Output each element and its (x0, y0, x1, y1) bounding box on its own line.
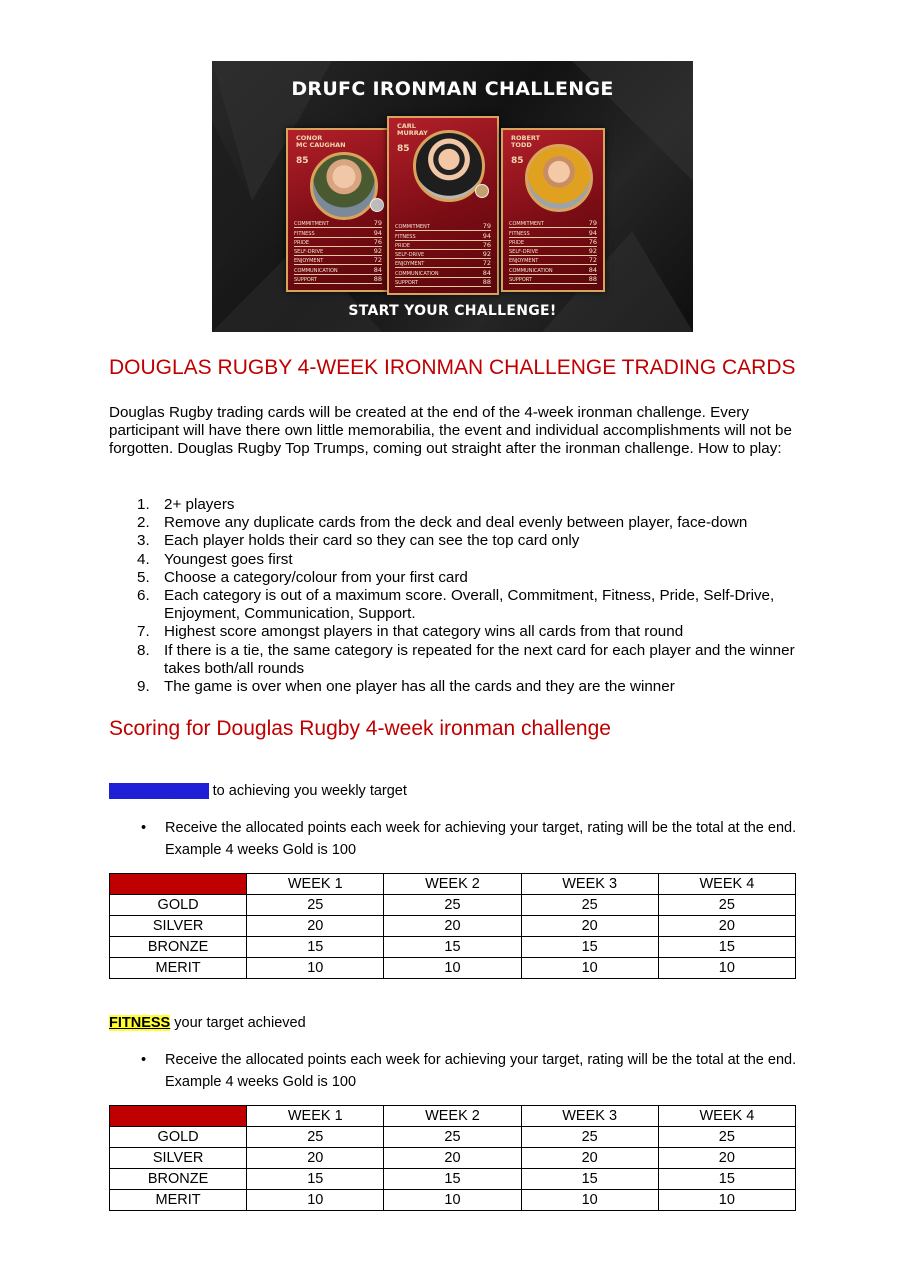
header-cell: WEEK 2 (384, 874, 521, 895)
table-cell: 25 (384, 895, 521, 916)
stat-row: FITNESS 94 (294, 228, 382, 237)
card-player-name: ROBERT TODD (511, 134, 541, 149)
coin-icon (475, 184, 489, 198)
stat-row: COMMITMENT 79 (294, 219, 382, 228)
header-cell (110, 1106, 247, 1127)
stat-row: SUPPORT 88 (509, 275, 597, 283)
table-cell: 10 (384, 958, 521, 979)
table-cell: 15 (521, 1169, 658, 1190)
table-cell: 20 (521, 916, 658, 937)
player-photo (310, 152, 378, 220)
player-photo (525, 144, 593, 212)
how-to-play-list (109, 496, 799, 696)
trading-card (501, 128, 605, 292)
stat-row: SUPPORT 88 (395, 278, 491, 286)
table-header-row (110, 1106, 796, 1127)
table-cell: SILVER (110, 1148, 247, 1169)
table-cell: 20 (384, 1148, 521, 1169)
category-line (109, 783, 407, 799)
stat-row: PRIDE 76 (395, 240, 491, 249)
stat-row: SUPPORT 88 (294, 275, 382, 283)
card-player-name: CARL MURRAY (397, 122, 428, 137)
header-cell: WEEK 2 (384, 1106, 521, 1127)
bullet-icon: • (141, 1052, 147, 1068)
table-cell: 10 (247, 958, 384, 979)
table-cell: 15 (384, 937, 521, 958)
header-cell (110, 874, 247, 895)
score-table (109, 1105, 796, 1211)
table-cell: 20 (384, 916, 521, 937)
table-cell: 15 (247, 1169, 384, 1190)
table-cell: 20 (521, 1148, 658, 1169)
stat-row: PRIDE 76 (509, 237, 597, 246)
stat-row: FITNESS 94 (509, 228, 597, 237)
table-cell: GOLD (110, 1127, 247, 1148)
table-cell: MERIT (110, 1190, 247, 1211)
card-stats (395, 222, 491, 287)
intro-paragraph: Douglas Rugby trading cards will be created at the end of the 4-week ironman challenge. Every participant will have there own little memorabilia, the event and individual accomplishments will not be forgotten. Douglas Rugby Top Trumps, coming out straight after the ironman challenge. How to play: (109, 404, 792, 458)
category-description: your target achieved (170, 1015, 306, 1031)
list-item: 7. Highest score amongst players in that category wins all cards from that round (137, 623, 684, 641)
table-cell: SILVER (110, 916, 247, 937)
table-row (110, 916, 796, 937)
list-item: 3. Each player holds their card so they can see the top card only (137, 532, 580, 550)
table-cell: 25 (658, 1127, 795, 1148)
card-overall: 85 (296, 156, 309, 166)
stat-row: ENJOYMENT 72 (294, 256, 382, 265)
banner-title: DRUFC IRONMAN CHALLENGE (291, 78, 614, 100)
category-label: COMMITMENT (109, 783, 209, 799)
table-row (110, 958, 796, 979)
table-cell: BRONZE (110, 937, 247, 958)
table-cell: MERIT (110, 958, 247, 979)
table-cell: 20 (658, 1148, 795, 1169)
bullet-item (109, 1049, 799, 1093)
table-cell: 25 (521, 895, 658, 916)
scoring-heading: Scoring for Douglas Rugby 4-week ironman challenge (109, 717, 611, 740)
coin-icon (370, 198, 384, 212)
table-cell: 10 (384, 1190, 521, 1211)
table-cell: BRONZE (110, 1169, 247, 1190)
table-cell: 20 (247, 1148, 384, 1169)
challenge-banner (212, 61, 693, 332)
table-cell: 25 (521, 1127, 658, 1148)
stat-row: COMMUNICATION 84 (294, 265, 382, 274)
category-description: to achieving you weekly target (208, 783, 407, 799)
stat-row: COMMITMENT 79 (395, 222, 491, 231)
table-cell: 20 (247, 916, 384, 937)
table-row (110, 1127, 796, 1148)
table-cell: 15 (521, 937, 658, 958)
list-item: 1. 2+ players (137, 496, 235, 513)
table-cell: 15 (247, 937, 384, 958)
table-cell: 15 (658, 937, 795, 958)
table-row (110, 1148, 796, 1169)
score-table (109, 873, 796, 979)
header-cell: WEEK 4 (658, 874, 795, 895)
bullet-text: Receive the allocated points each week for achieving your target, rating will be the total at the end. Example 4 weeks Gold is 100 (165, 1052, 797, 1090)
header-cell: WEEK 3 (521, 874, 658, 895)
table-cell: GOLD (110, 895, 247, 916)
table-row (110, 937, 796, 958)
table-cell: 25 (247, 895, 384, 916)
stat-row: COMMITMENT 79 (509, 219, 597, 228)
banner-cta: START YOUR CHALLENGE! (348, 303, 557, 319)
table-row (110, 895, 796, 916)
stat-row: ENJOYMENT 72 (509, 256, 597, 265)
list-item: 4. Youngest goes first (137, 550, 293, 568)
card-overall: 85 (397, 144, 410, 154)
table-cell: 10 (521, 1190, 658, 1211)
stat-row: ENJOYMENT 72 (395, 259, 491, 268)
trading-card (286, 128, 390, 292)
table-cell: 25 (658, 895, 795, 916)
bullet-text: Receive the allocated points each week for achieving your target, rating will be the total at the end. Example 4 weeks Gold is 100 (165, 820, 797, 858)
stat-row: SELF-DRIVE 92 (509, 247, 597, 256)
list-item: 8. If there is a tie, the same category is repeated for the next card for each player and the winner takes both/all rounds (137, 641, 795, 677)
list-item: 6. Each category is out of a maximum score. Overall, Commitment, Fitness, Pride, Self-Drive, Enjoyment, Communication, Support. (137, 587, 775, 623)
trading-card (387, 116, 499, 295)
stat-row: COMMUNICATION 84 (395, 268, 491, 277)
bullet-icon: • (141, 820, 147, 836)
page-title: DOUGLAS RUGBY 4-WEEK IRONMAN CHALLENGE TRADING CARDS (109, 356, 796, 379)
bullet-item (109, 817, 799, 861)
stat-row: COMMUNICATION 84 (509, 265, 597, 274)
table-row (110, 1190, 796, 1211)
list-item: 2. Remove any duplicate cards from the deck and deal evenly between player, face-down (137, 514, 748, 532)
header-cell: WEEK 1 (247, 874, 384, 895)
stat-row: SELF-DRIVE 92 (395, 250, 491, 259)
stat-row: FITNESS 94 (395, 231, 491, 240)
category-label: FITNESS (109, 1015, 171, 1031)
header-cell: WEEK 3 (521, 1106, 658, 1127)
stat-row: PRIDE 76 (294, 237, 382, 246)
table-cell: 10 (658, 1190, 795, 1211)
table-cell: 15 (384, 1169, 521, 1190)
table-cell: 10 (521, 958, 658, 979)
header-cell: WEEK 4 (658, 1106, 795, 1127)
table-cell: 15 (658, 1169, 795, 1190)
card-overall: 85 (511, 156, 524, 166)
table-cell: 20 (658, 916, 795, 937)
header-cell: WEEK 1 (247, 1106, 384, 1127)
table-header-row (110, 874, 796, 895)
card-stats (509, 219, 597, 284)
table-cell: 10 (247, 1190, 384, 1211)
table-cell: 25 (384, 1127, 521, 1148)
list-item: 9. The game is over when one player has all the cards and they are the winner (137, 678, 675, 696)
table-cell: 25 (247, 1127, 384, 1148)
card-stats (294, 219, 382, 284)
list-item: 5. Choose a category/colour from your first card (137, 568, 468, 586)
table-cell: 10 (658, 958, 795, 979)
category-line (109, 1015, 306, 1031)
card-player-name: CONOR MC CAUGHAN (296, 134, 346, 149)
stat-row: SELF-DRIVE 92 (294, 247, 382, 256)
table-row (110, 1169, 796, 1190)
